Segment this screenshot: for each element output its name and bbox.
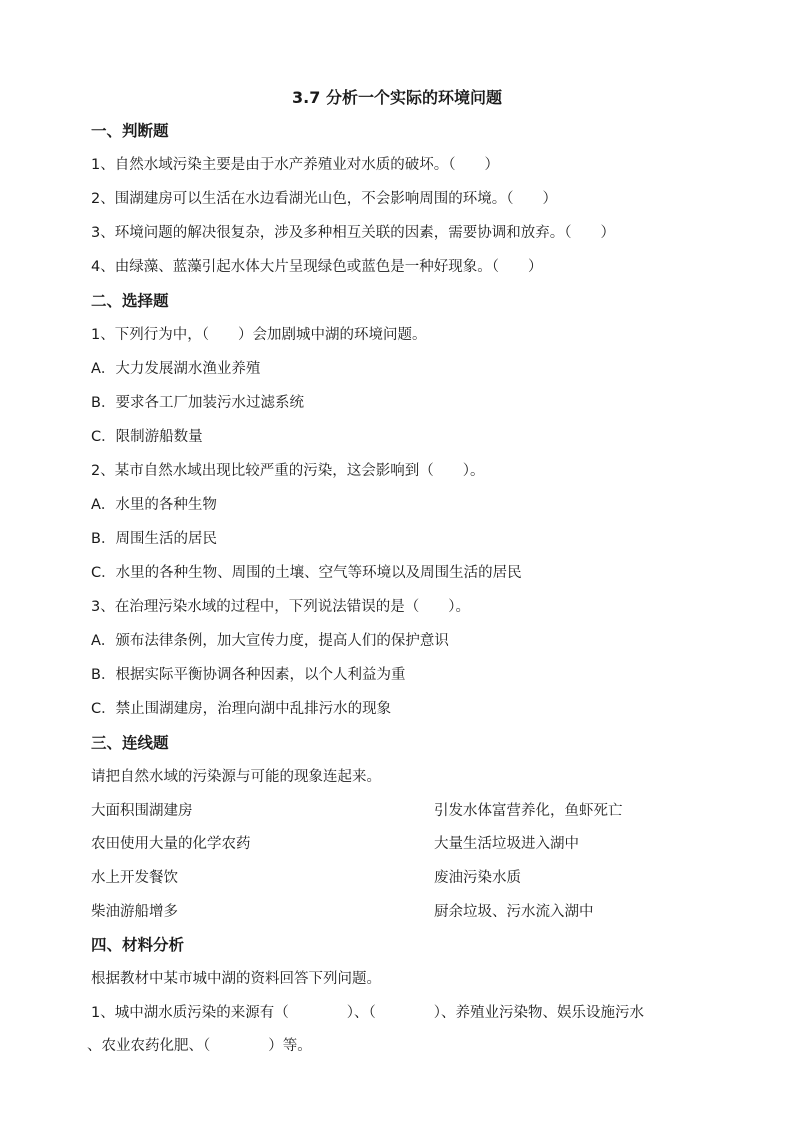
choice-3-option-a: A．颁布法律条例，加大宣传力度，提高人们的保护意识 (91, 633, 449, 649)
judge-question-3: 3、环境问题的解决很复杂，涉及多种相互关联的因素，需要协调和放弃。（ ） (91, 225, 615, 241)
matching-right-item: 引发水体富营养化，鱼虾死亡 (434, 803, 623, 819)
analysis-question-1: 1、城中湖水质污染的来源有（ ）、（ ）、养殖业污染物、娱乐设施污水 (91, 1005, 644, 1021)
analysis-question-1-continued: 、农业农药化肥、（ ）等。 (87, 1038, 312, 1054)
section-heading-choice: 二、选择题 (91, 292, 169, 310)
choice-1-option-a: A．大力发展湖水渔业养殖 (91, 361, 261, 377)
choice-2-option-b: B．周围生活的居民 (91, 531, 217, 547)
matching-left-item: 大面积围湖建房 (91, 803, 193, 819)
choice-3-option-b: B．根据实际平衡协调各种因素，以个人利益为重 (91, 667, 406, 683)
choice-2-option-a: A．水里的各种生物 (91, 497, 217, 513)
choice-question-1: 1、下列行为中，（ ）会加剧城中湖的环境问题。 (91, 327, 427, 343)
section-heading-matching: 三、连线题 (91, 734, 169, 752)
matching-right-item: 厨余垃圾、污水流入湖中 (434, 904, 594, 920)
choice-2-option-c: C．水里的各种生物、周围的土壤、空气等环境以及周围生活的居民 (91, 565, 522, 581)
matching-instruction: 请把自然水域的污染源与可能的现象连起来。 (91, 769, 381, 785)
matching-left-item: 农田使用大量的化学农药 (91, 836, 251, 852)
choice-3-option-c: C．禁止围湖建房，治理向湖中乱排污水的现象 (91, 701, 392, 717)
section-heading-true-false: 一、判断题 (91, 122, 169, 140)
matching-left-item: 水上开发餐饮 (91, 870, 178, 886)
choice-question-3: 3、在治理污染水域的过程中，下列说法错误的是（ ）。 (91, 599, 470, 615)
matching-right-item: 大量生活垃圾进入湖中 (434, 836, 579, 852)
matching-right-item: 废油污染水质 (434, 870, 521, 886)
choice-1-option-b: B．要求各工厂加装污水过滤系统 (91, 395, 304, 411)
judge-question-4: 4、由绿藻、蓝藻引起水体大片呈现绿色或蓝色是一种好现象。（ ） (91, 259, 543, 275)
choice-question-2: 2、某市自然水域出现比较严重的污染，这会影响到（ ）。 (91, 463, 485, 479)
section-heading-analysis: 四、材料分析 (91, 936, 185, 954)
page-title: 3.7 分析一个实际的环境问题 (292, 88, 502, 107)
judge-question-2: 2、围湖建房可以生活在水边看湖光山色，不会影响周围的环境。（ ） (91, 191, 557, 207)
analysis-intro: 根据教材中某市城中湖的资料回答下列问题。 (91, 971, 381, 987)
judge-question-1: 1、自然水域污染主要是由于水产养殖业对水质的破坏。（ ） (91, 157, 499, 173)
matching-left-item: 柴油游船增多 (91, 904, 178, 920)
choice-1-option-c: C．限制游船数量 (91, 429, 203, 445)
